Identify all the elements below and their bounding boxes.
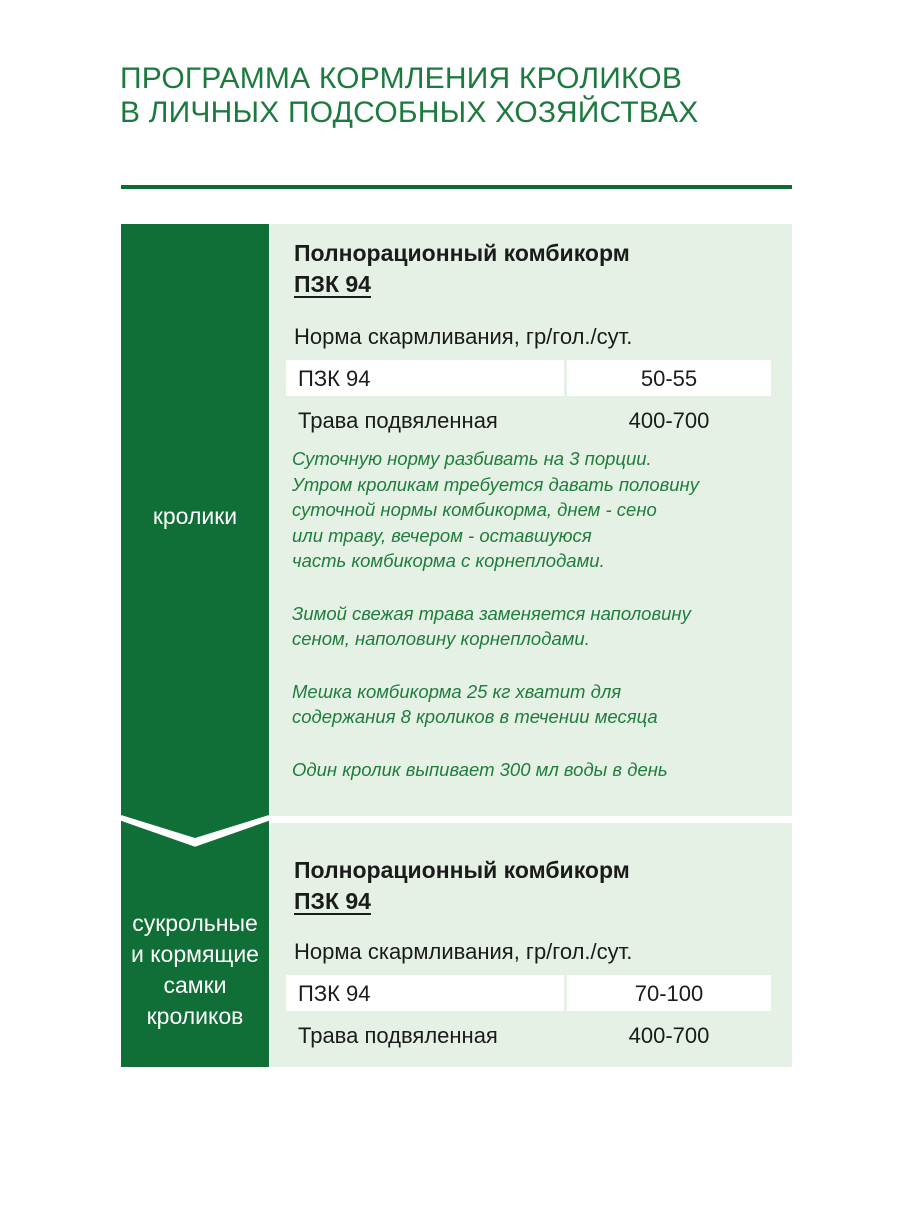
feeding-note: Один кролик выпивает 300 мл воды в день xyxy=(292,758,668,780)
section-2-category-label-line: самки xyxy=(163,972,227,998)
feed-value-cell: 400-700 xyxy=(628,408,710,433)
section-2-product-name: Полнорационный комбикорм xyxy=(294,857,630,883)
section-1-category-label: кролики xyxy=(152,502,238,529)
section-2-category-label xyxy=(131,908,259,1032)
table-row xyxy=(286,1015,786,1055)
feed-name-cell: Трава подвяленная xyxy=(298,1023,498,1048)
section-1-notes xyxy=(292,446,762,809)
section-1-feed-table xyxy=(286,360,786,440)
table-row xyxy=(286,975,786,1015)
section-1-category-band xyxy=(121,224,269,816)
section-2-category-label-line: и кормящие xyxy=(131,941,259,967)
section-1-product-code: ПЗК 94 xyxy=(294,271,371,297)
table-row xyxy=(286,400,786,440)
feed-value-cell: 70-100 xyxy=(567,975,771,1011)
section-1-product-name: Полнорационный комбикорм xyxy=(294,240,630,266)
section-1-norm-heading: Норма скармливания, гр/гол./сут. xyxy=(294,324,633,349)
section-2-category-label-line: сукрольные xyxy=(132,910,258,936)
section-2-norm-heading: Норма скармливания, гр/гол./сут. xyxy=(294,939,633,964)
section-1-product-title xyxy=(294,238,630,300)
feed-value-cell: 400-700 xyxy=(628,1023,710,1048)
table-row xyxy=(286,360,786,400)
feed-name-cell: Трава подвяленная xyxy=(298,408,498,433)
page-title-line-2: В ЛИЧНЫХ ПОДСОБНЫХ ХОЗЯЙСТВАХ xyxy=(120,96,699,129)
feed-name-cell: ПЗК 94 xyxy=(286,360,564,396)
section-2-category-band xyxy=(121,823,269,1067)
feeding-note: Суточную норму разбивать на 3 порции. Утром кроликам требуется давать половину суточной нормы комбикорма, днем - сено или траву, вечером - оставшуюся часть комбикорма с корнеплодами. xyxy=(292,448,699,571)
chevron-arrow-icon xyxy=(121,812,269,852)
section-2-category-label-line: кроликов xyxy=(146,1003,244,1029)
page-title-line-1: ПРОГРАММА КОРМЛЕНИЯ КРОЛИКОВ xyxy=(120,62,683,95)
section-2-panel xyxy=(270,823,792,1067)
section-1-panel xyxy=(270,224,792,816)
feed-value-cell: 50-55 xyxy=(567,360,771,396)
feed-name-cell: ПЗК 94 xyxy=(286,975,564,1011)
feeding-note: Зимой свежая трава заменяется наполовину сеном, наполовину корнеплодами. xyxy=(292,602,691,649)
title-divider xyxy=(121,185,792,189)
page-title xyxy=(120,62,820,130)
section-2-product-title xyxy=(294,855,630,917)
section-2-product-code: ПЗК 94 xyxy=(294,888,371,914)
feeding-note: Мешка комбикорма 25 кг хватит для содержания 8 кроликов в течении месяца xyxy=(292,680,658,727)
section-2-feed-table xyxy=(286,975,786,1055)
